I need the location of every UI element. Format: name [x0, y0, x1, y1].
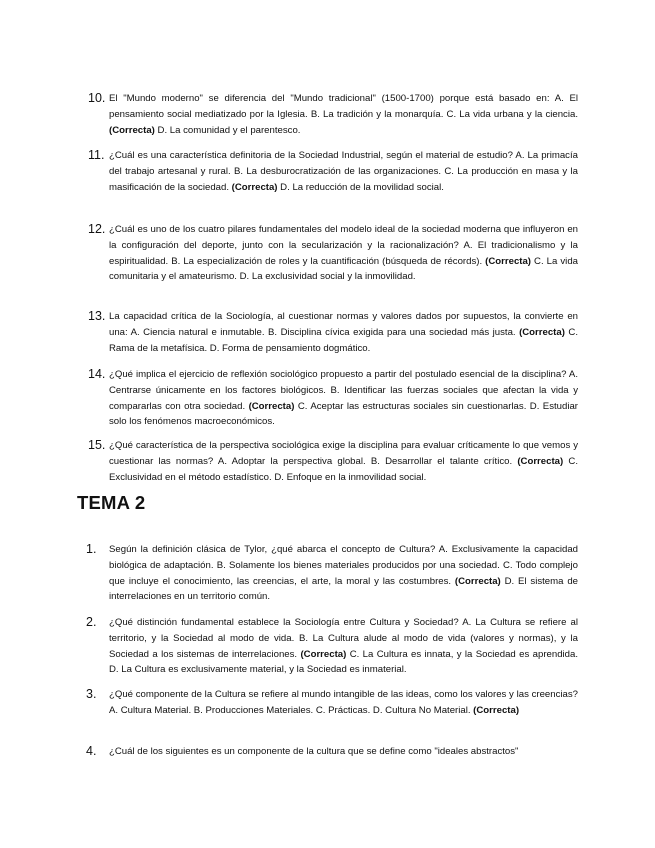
- question-body: La capacidad crítica de la Sociología, al cuestionar normas y valores dados por supuestos, la convierte en una: A. Ciencia natural e inmutable. B. Disciplina cívica exigida para una sociedad más justa.: [109, 311, 578, 338]
- question-4: [86, 744, 578, 760]
- section-heading: TEMA 2: [77, 492, 146, 513]
- question-text: [86, 615, 578, 678]
- question-number: 1.: [86, 542, 97, 556]
- correct-mark: (Correcta): [300, 648, 347, 660]
- question-text: [88, 222, 578, 285]
- question-body: Según la definición clásica de Tylor, ¿qué abarca el concepto de Cultura? A. Exclusivamente la capacidad biológica de adaptación. B. Solamente los bienes materiales producidos por una sociedad. C. Todo complejo que incluye el conocimiento, las creencias, el arte, la moral y las costumbres.: [109, 544, 578, 587]
- question-tail: C. Rama de la metafísica. D. Forma de pensamiento dogmático.: [109, 326, 578, 354]
- question-body: ¿Qué característica de la perspectiva sociológica exige la disciplina para evaluar críticamente lo que vemos y cuestionar las normas? A. Adoptar la perspectiva global. B. Desarrollar el talante crítico.: [109, 440, 578, 467]
- question-2: [86, 615, 578, 678]
- question-number: 12.: [88, 222, 106, 236]
- question-text: [88, 438, 578, 485]
- question-number: 10.: [88, 91, 106, 105]
- question-12: [88, 222, 578, 285]
- question-text: [86, 687, 578, 719]
- question-13: [88, 309, 578, 356]
- question-text: [88, 367, 578, 430]
- question-15: [88, 438, 578, 485]
- question-body: El "Mundo moderno" se diferencia del "Mundo tradicional" (1500-1700) porque está basado en: A. El pensamiento social mediatizado por la Iglesia. B. La tradición y la monarquía. C. La vida urbana y la ciencia.: [109, 93, 578, 120]
- question-tail: C. La vida comunitaria y el amateurismo. D. La exclusividad social y la inmovilidad.: [109, 255, 578, 283]
- question-body: ¿Qué componente de la Cultura se refiere al mundo intangible de las ideas, como los valores y las creencias? A. Cultura Material. B. Producciones Materiales. C. Prácticas. D. Cultura No Material.: [109, 689, 578, 716]
- question-14: [88, 367, 578, 430]
- question-number: 15.: [88, 438, 106, 452]
- question-text: [86, 542, 578, 605]
- question-body: ¿Qué implica el ejercicio de reflexión sociológico propuesto a partir del postulado esencial de la disciplina? A. Centrarse únicamente en los factores biológicos. B. Identificar las fuerzas sociales que afectan la vida y compararlas con otra sociedad.: [109, 369, 578, 412]
- question-3: [86, 687, 578, 719]
- question-tail: D. El sistema de interrelaciones en un territorio común.: [109, 575, 578, 603]
- question-number: 3.: [86, 687, 97, 701]
- question-body: ¿Qué distinción fundamental establece la Sociología entre Cultura y Sociedad? A. La Cultura se refiere al territorio, y la Sociedad al modo de vida. B. La Cultura alude al modo de vida (valores y normas), y la Sociedad a los sistemas de interrelaciones.: [109, 617, 578, 660]
- question-tail: C. Exclusividad en el método estadístico. D. Enfoque en la inmovilidad social.: [109, 455, 578, 483]
- question-number: 13.: [88, 309, 106, 323]
- question-number: 2.: [86, 615, 97, 629]
- correct-mark: (Correcta): [109, 124, 155, 136]
- correct-mark: (Correcta): [519, 326, 565, 338]
- question-body: ¿Cuál es uno de los cuatro pilares fundamentales del modelo ideal de la sociedad moderna que influyeron en la configuración del deporte, junto con la secularización y la racionalización? A. El tradicionalismo y la espiritualidad. B. La especialización de roles y la cuantificación (búsqueda de récords).: [109, 224, 578, 267]
- question-text: [88, 148, 578, 195]
- question-tail: C. Aceptar las estructuras sociales sin cuestionarlas. D. Estudiar solo los fenómenos macroeconómicos.: [109, 400, 578, 428]
- question-10: [88, 91, 578, 138]
- question-tail: C. La Cultura es innata, y la Sociedad es aprendida. D. La Cultura es exclusivamente material, y la Sociedad es inmaterial.: [109, 648, 578, 676]
- correct-mark: (Correcta): [485, 255, 532, 267]
- correct-mark: (Correcta): [248, 400, 295, 412]
- correct-mark: (Correcta): [231, 181, 278, 193]
- question-text: [88, 309, 578, 356]
- question-tail: D. La reducción de la movilidad social.: [277, 181, 444, 193]
- correct-mark: (Correcta): [517, 455, 564, 467]
- question-number: 11.: [88, 148, 105, 162]
- correct-mark: (Correcta): [473, 704, 520, 716]
- question-number: 14.: [88, 367, 106, 381]
- question-body: ¿Cuál de los siguientes es un componente de la cultura que se define como "ideales abstractos": [109, 746, 519, 757]
- question-number: 4.: [86, 744, 97, 758]
- question-tail: D. La comunidad y el parentesco.: [154, 124, 301, 136]
- question-body: ¿Cuál es una característica definitoria de la Sociedad Industrial, según el material de estudio? A. La primacía del trabajo artesanal y rural. B. La desburocratización de las organizaciones. C. La producción en masa y la masificación de la sociedad.: [109, 150, 578, 193]
- question-1: [86, 542, 578, 605]
- question-11: [88, 148, 578, 195]
- question-text: [88, 91, 578, 138]
- question-text: [86, 744, 578, 760]
- correct-mark: (Correcta): [454, 575, 501, 587]
